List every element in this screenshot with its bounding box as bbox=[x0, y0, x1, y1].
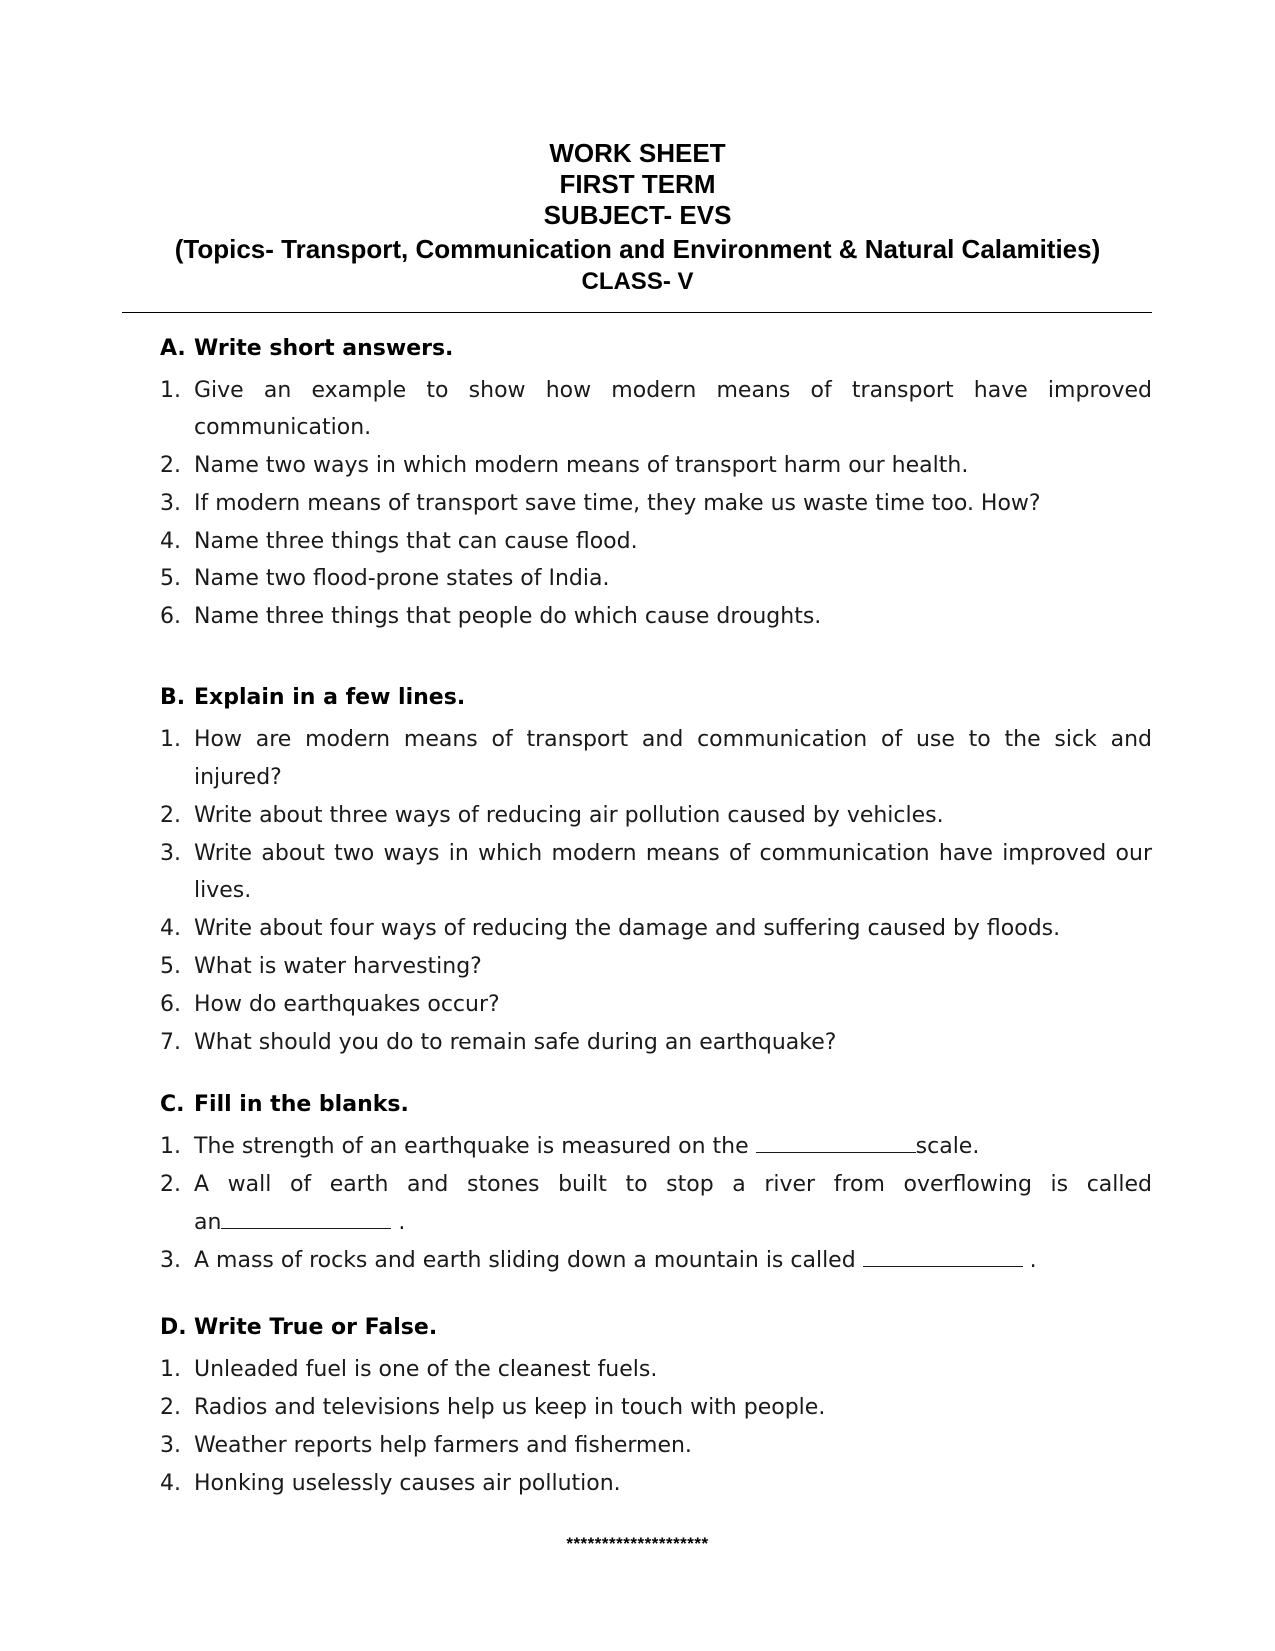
item-number: 5. bbox=[160, 954, 181, 979]
item-text-line: Give an example to show how modern means of transport have improved bbox=[194, 378, 1152, 403]
list-item bbox=[160, 1166, 1152, 1204]
item-number: 1. bbox=[160, 1134, 181, 1159]
item-text-line: Write about two ways in which modern means of communication have improved our bbox=[194, 841, 1152, 866]
item-number: 3. bbox=[160, 841, 181, 866]
list-item bbox=[160, 721, 1152, 759]
item-text: Name two ways in which modern means of transport harm our health. bbox=[194, 453, 969, 478]
list-item bbox=[160, 986, 1152, 1024]
list-item bbox=[160, 372, 1152, 410]
item-text: an bbox=[194, 1210, 222, 1235]
item-text: Honking uselessly causes air pollution. bbox=[194, 1471, 621, 1496]
item-number: 4. bbox=[160, 529, 181, 554]
item-number: 6. bbox=[160, 992, 181, 1017]
item-number: 5. bbox=[160, 566, 181, 591]
subject-label: SUBJECT- EVS bbox=[543, 200, 732, 230]
item-number: 3. bbox=[160, 1433, 181, 1458]
item-text: . bbox=[391, 1210, 406, 1235]
answer-blank[interactable] bbox=[863, 1244, 1023, 1267]
list-item-continuation bbox=[160, 759, 1152, 797]
list-item bbox=[160, 835, 1152, 873]
section-b-heading bbox=[160, 683, 465, 713]
section-letter: B. bbox=[160, 685, 186, 710]
item-number: 2. bbox=[160, 803, 181, 828]
list-item bbox=[160, 447, 1152, 485]
item-text: Name three things that can cause flood. bbox=[194, 529, 638, 554]
answer-blank[interactable] bbox=[756, 1130, 916, 1153]
item-number: 2. bbox=[160, 1172, 181, 1197]
section-letter: C. bbox=[160, 1092, 185, 1117]
section-c-heading bbox=[160, 1090, 409, 1120]
section-letter: D. bbox=[160, 1315, 187, 1340]
section-title: Write True or False. bbox=[194, 1315, 438, 1340]
term-label: FIRST TERM bbox=[559, 169, 716, 199]
section-title: Fill in the blanks. bbox=[194, 1092, 409, 1117]
list-item bbox=[160, 1389, 1152, 1427]
item-number: 6. bbox=[160, 604, 181, 629]
item-text: Unleaded fuel is one of the cleanest fuels. bbox=[194, 1357, 658, 1382]
list-item bbox=[160, 523, 1152, 561]
section-title: Write short answers. bbox=[194, 336, 454, 361]
list-item bbox=[160, 948, 1152, 986]
item-text: The strength of an earthquake is measured on the bbox=[194, 1134, 756, 1159]
item-number: 1. bbox=[160, 727, 181, 752]
topics-label: (Topics- Transport, Communication and Environment & Natural Calamities) bbox=[174, 234, 1101, 264]
item-number: 3. bbox=[160, 491, 181, 516]
list-item bbox=[160, 1128, 1152, 1166]
answer-blank[interactable] bbox=[221, 1206, 391, 1229]
item-text: What should you do to remain safe during an earthquake? bbox=[194, 1030, 837, 1055]
item-number: 3. bbox=[160, 1248, 181, 1273]
item-text: How do earthquakes occur? bbox=[194, 992, 500, 1017]
item-text-line: How are modern means of transport and communication of use to the sick and bbox=[194, 727, 1152, 752]
item-number: 2. bbox=[160, 453, 181, 478]
worksheet-title: WORK SHEET bbox=[549, 138, 726, 168]
item-number: 7. bbox=[160, 1030, 181, 1055]
list-item-continuation bbox=[160, 872, 1152, 910]
section-title: Explain in a few lines. bbox=[194, 685, 466, 710]
section-d-heading bbox=[160, 1313, 437, 1343]
list-item bbox=[160, 1351, 1152, 1389]
item-text-line: A wall of earth and stones built to stop a river from overflowing is called bbox=[194, 1172, 1152, 1197]
item-text: A mass of rocks and earth sliding down a mountain is called bbox=[194, 1248, 863, 1273]
list-item bbox=[160, 560, 1152, 598]
end-stars: ******************** bbox=[566, 1534, 709, 1553]
item-text: Radios and televisions help us keep in touch with people. bbox=[194, 1395, 826, 1420]
item-text: Write about four ways of reducing the damage and suffering caused by floods. bbox=[194, 916, 1061, 941]
list-item bbox=[160, 485, 1152, 523]
item-number: 4. bbox=[160, 1471, 181, 1496]
item-text: Write about three ways of reducing air pollution caused by vehicles. bbox=[194, 803, 944, 828]
list-item bbox=[160, 910, 1152, 948]
list-item-continuation bbox=[160, 1204, 1152, 1242]
list-item bbox=[160, 598, 1152, 636]
item-text: What is water harvesting? bbox=[194, 954, 482, 979]
list-item bbox=[160, 1427, 1152, 1465]
class-label: CLASS- V bbox=[581, 268, 694, 295]
item-number: 2. bbox=[160, 1395, 181, 1420]
list-item bbox=[160, 797, 1152, 835]
item-text: Name two flood-prone states of India. bbox=[194, 566, 610, 591]
item-text: If modern means of transport save time, they make us waste time too. How? bbox=[194, 491, 1041, 516]
list-item bbox=[160, 1242, 1152, 1280]
item-number: 1. bbox=[160, 1357, 181, 1382]
worksheet-header bbox=[0, 138, 1275, 298]
list-item-continuation bbox=[160, 409, 1152, 447]
item-text-line: lives. bbox=[194, 878, 252, 903]
item-number: 4. bbox=[160, 916, 181, 941]
header-divider bbox=[122, 312, 1152, 313]
section-a-heading bbox=[160, 334, 453, 364]
section-letter: A. bbox=[160, 336, 186, 361]
item-text-line: communication. bbox=[194, 415, 372, 440]
item-text: Weather reports help farmers and fishermen. bbox=[194, 1433, 692, 1458]
list-item bbox=[160, 1465, 1152, 1503]
item-text-line: injured? bbox=[194, 765, 282, 790]
list-item bbox=[160, 1024, 1152, 1062]
item-text: Name three things that people do which cause droughts. bbox=[194, 604, 822, 629]
item-number: 1. bbox=[160, 378, 181, 403]
item-text: scale. bbox=[915, 1134, 980, 1159]
item-text: . bbox=[1022, 1248, 1037, 1273]
